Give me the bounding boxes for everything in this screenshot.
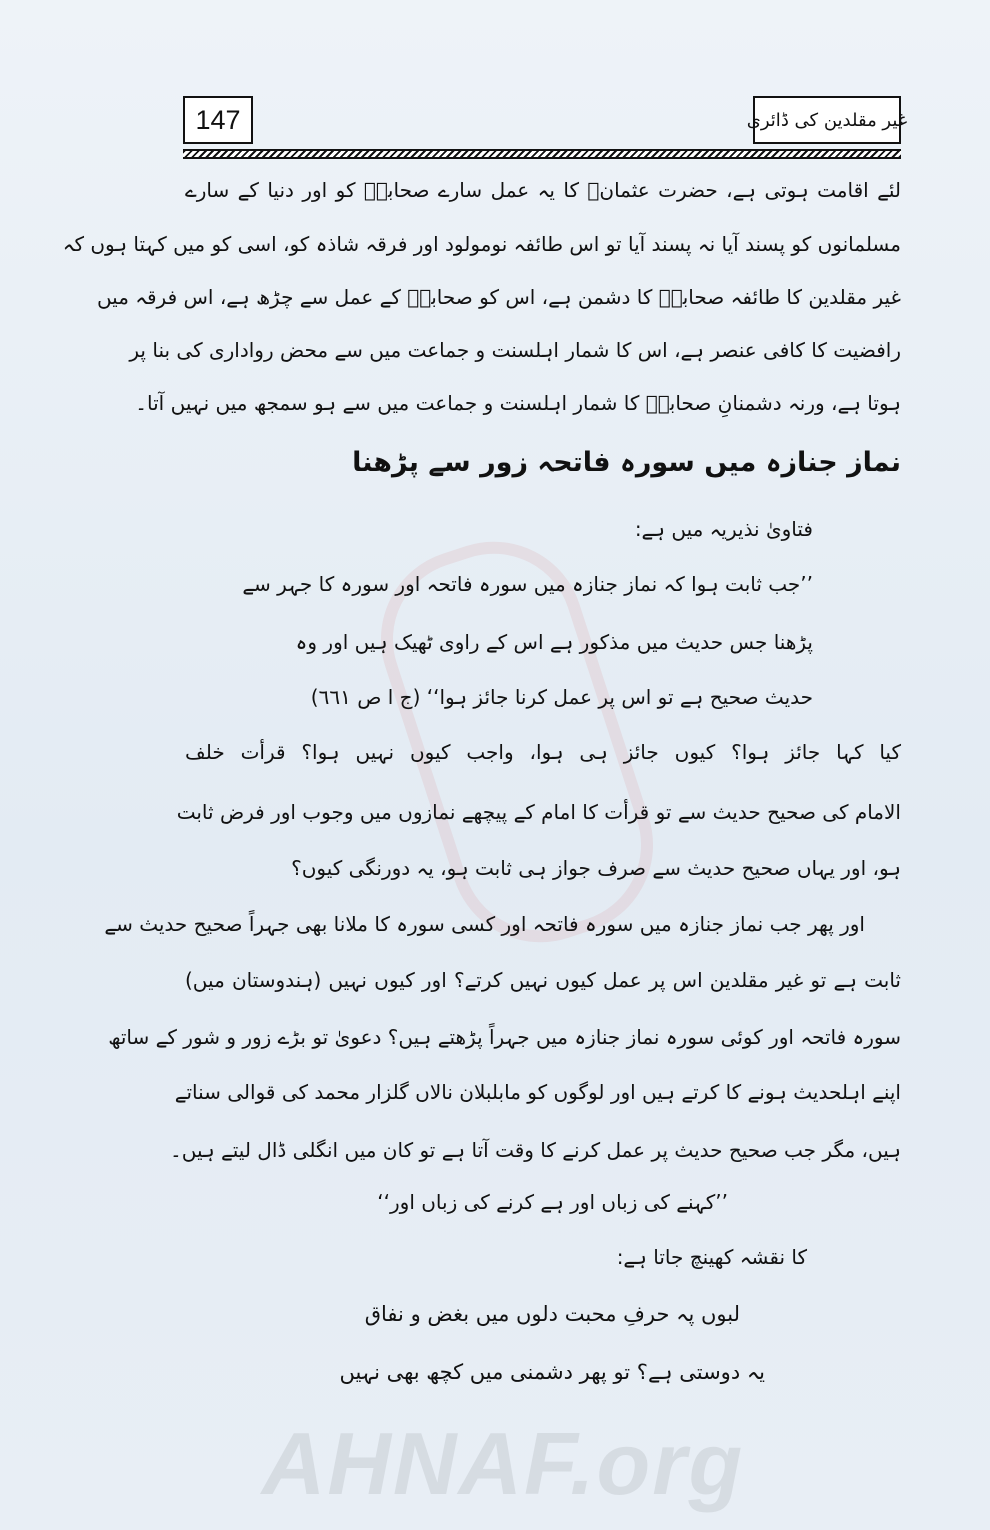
paragraph-line: ہیں، مگر جب صحیح حدیث پر عمل کرنے کا وقت آتا ہے تو کان میں انگلی ڈال لیتے ہیں۔ — [170, 1138, 901, 1162]
saying-quote: ’’کہنے کی زباں اور ہے کرنے کی زباں اور‘‘ — [377, 1190, 728, 1214]
header-divider — [183, 149, 901, 159]
paragraph-line: ہو، اور یہاں صحیح حدیث سے صرف جواز ہی ثابت ہو، یہ دورنگی کیوں؟ — [291, 856, 901, 880]
paragraph-line: اپنے اہلحدیث ہونے کا کرتے ہیں اور لوگوں کو مابلبلان نالاں گلزار محمد کی قوالی سناتے — [174, 1080, 901, 1104]
saying-tail: کا نقشہ کھینچ جاتا ہے: — [616, 1245, 807, 1269]
paragraph-line: اور پھر جب نماز جنازہ میں سورہ فاتحہ اور کسی سورہ کا ملانا بھی جہراً صحیح حدیث سے — [104, 912, 865, 936]
poem-line: لبوں پہ حرفِ محبت دلوں میں بغض و نفاق — [364, 1302, 740, 1326]
quote-intro: فتاویٰ نذیریہ میں ہے: — [634, 517, 813, 541]
paragraph-line: رافضیت کا کافی عنصر ہے، اس کا شمار اہلسنت و جماعت میں سے محض رواداری کی بنا پر — [129, 338, 901, 362]
paragraph-line: لئے اقامت ہوتی ہے، حضرت عثمانؓ کا یہ عمل سارے صحابہؓ کو اور دنیا کے سارے — [185, 178, 901, 202]
paragraph-line: ثابت ہے تو غیر مقلدین اس پر عمل کیوں نہیں کرتے؟ اور کیوں نہیں (ہندوستان میں) — [185, 968, 901, 992]
page-number: 147 — [183, 96, 253, 144]
quote-line: حدیث صحیح ہے تو اس پر عمل کرنا جائز ہوا‘‘ (ج ا ص ٦٦١) — [310, 685, 813, 709]
quote-line: پڑھنا جس حدیث میں مذکور ہے اس کے راوی ٹھیک ہیں اور وہ — [295, 630, 813, 654]
section-heading: نماز جنازہ میں سورہ فاتحہ زور سے پڑھنا — [352, 447, 901, 478]
site-watermark: AHNAF.org — [261, 1414, 745, 1513]
poem-line: یہ دوستی ہے؟ تو پھر دشمنی میں کچھ بھی نہیں — [339, 1360, 765, 1384]
paragraph-line: کیا کہا جائز ہوا؟ کیوں جائز ہی ہوا، واجب کیوں نہیں ہوا؟ قرأت خلف — [185, 740, 901, 764]
book-title: غیر مقلدین کی ڈائری — [753, 96, 901, 144]
quote-line: ’’جب ثابت ہوا کہ نماز جنازہ میں سورہ فاتحہ اور سورہ کا جہر سے — [242, 572, 813, 596]
paragraph-line: الامام کی صحیح حدیث سے تو قرأت کا امام کے پیچھے نمازوں میں وجوب اور فرض ثابت — [176, 800, 901, 824]
paragraph-line: غیر مقلدین کا طائفہ صحابہؓ کا دشمن ہے، اس کو صحابہؓ کے عمل سے چڑھ ہے، اس فرقہ میں — [96, 285, 901, 309]
paragraph-line: مسلمانوں کو پسند آیا نہ پسند آیا تو اس طائفہ نومولود اور فرقہ شاذہ کو، اسی کو میں کہتا ہوں کہ — [62, 232, 901, 256]
paragraph-line: ہوتا ہے، ورنہ دشمنانِ صحابہؓ کا شمار اہلسنت و جماعت میں سے ہو سمجھ میں نہیں آتا۔ — [135, 391, 901, 415]
paragraph-line: سورہ فاتحہ اور کوئی سورہ نماز جنازہ میں جہراً پڑھتے ہیں؟ دعویٰ تو بڑے زور و شور کے ساتھ — [108, 1025, 901, 1049]
